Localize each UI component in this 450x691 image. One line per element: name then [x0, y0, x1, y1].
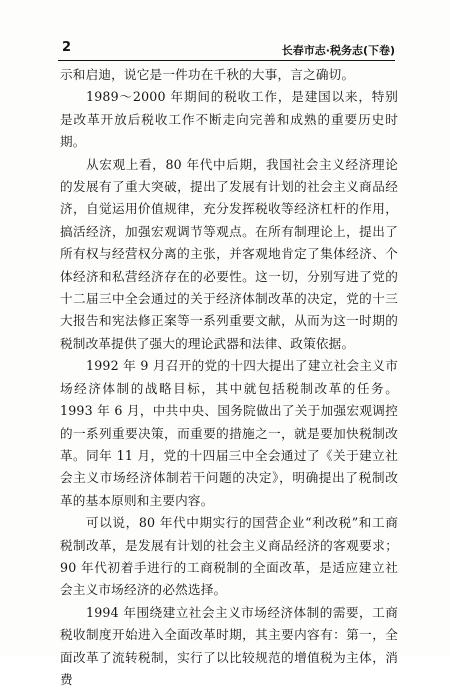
- page-number: 2: [62, 40, 72, 55]
- paragraph: 1994 年围绕建立社会主义市场经济体制的需要，工商税收制度开始进入全面改革时期，其主要内容有：第一，全面改革了流转税制，实行了以比较规范的增值税为主体，消费: [60, 604, 398, 687]
- paragraph-continuation: 示和启迪，说它是一件功在千秋的大事，言之确切。: [60, 67, 355, 82]
- running-title: 长春市志·税务志(下卷): [281, 44, 395, 57]
- page-header: [58, 38, 395, 61]
- paragraph: 1992 年 9 月召开的党的十四大提出了建立社会主义市场经济体制的战略目标，其中就包括税制改革的任务。1993 年 6 月，中共中央、国务院做出了关于加强宏观调控的一系列重要决策，而重要的措施之一，就是要加快税制改革。同年 11 月，党的十四届三中全会通过了《关于建立社会主义市场经济体制若干问题的决定》，明确提出了税制改革的基本原则和主要内容。: [60, 358, 398, 508]
- paragraph: 1989～2000 年期间的税收工作，是建国以来，特别是改革开放后税收工作不断走向完善和成熟的重要历史时期。: [60, 89, 398, 150]
- body-text: [60, 64, 398, 691]
- paragraph: 可以说，80 年代中期实行的国营企业“利改税”和工商税制改革，是发展有计划的社会主义商品经济的客观要求；90 年代初着手进行的工商税制的全面改革，是适应建立社会主义市场经济的必然选择。: [60, 515, 398, 598]
- paragraph: 从宏观上看，80 年代中后期，我国社会主义经济理论的发展有了重大突破，提出了发展有计划的社会主义商品经济，自觉运用价值规律，充分发挥税收等经济杠杆的作用，搞活经济，加强宏观调节等观点。在所有制理论上，提出了所有权与经营权分离的主张，并客观地肯定了集体经济、个体经济和私营经济存在的必要性。这一切，分别写进了党的十二届三中全会通过的关于经济体制改革的决定，党的十三大报告和宪法修正案等一系列重要文献，从而为这一时期的税制改革提供了强大的理论武器和法律、政策依据。: [60, 156, 398, 351]
